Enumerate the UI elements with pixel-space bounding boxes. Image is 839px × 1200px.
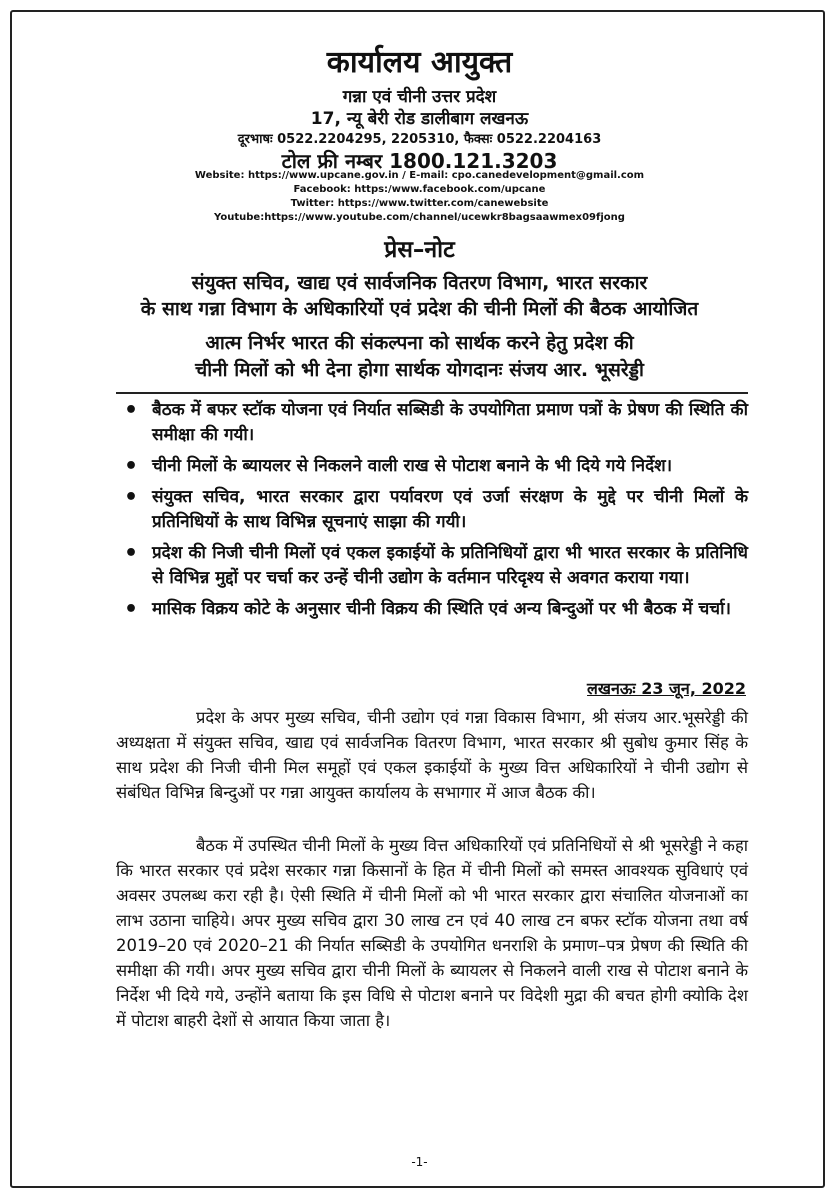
- bullet-item: • बैठक में बफर स्टॉक योजना एवं निर्यात सब्सिडी के उपयोगिता प्रमाण पत्रों के प्रेषण की स्थिति की समीक्षा की गयी।: [120, 398, 748, 448]
- tollfree-number: टोल फ्री नम्बर 1800.121.3203: [281, 149, 558, 173]
- body-paragraph-1: प्रदेश के अपर मुख्य सचिव, चीनी उद्योग एवं गन्ना विकास विभाग, श्री संजय आर.भूसरेड्डी की अध्यक्षता में संयुक्त सचिव, खाद्य एवं सार्वजनिक वितरण विभाग, भारत सरकार श्री सुबोध कुमार सिंह के साथ प्रदेश की निजी चीनी मिल समूहों एवं एकल इकाईयों के मुख्य वित्त अधिकारियों ने चीनी उद्योग से संबंधित विभिन्न बिन्दुओं पर गन्ना आयुक्त कार्यालय के सभागार में आज बैठक की।: [116, 708, 748, 802]
- divider: [116, 392, 748, 394]
- phone-fax-line: दूरभाषः 0522.2204295, 2205310, फैक्सः 0522.2204163: [237, 132, 602, 147]
- press-note-heading: प्रेस–नोट: [384, 237, 455, 263]
- youtube-line: Youtube:https://www.youtube.com/channel/ucewkr8bagsaawmex09fjong: [214, 212, 625, 223]
- facebook-line: Facebook: https:/www.facebook.com/upcane: [293, 184, 546, 195]
- body-paragraph-2: बैठक में उपस्थित चीनी मिलों के मुख्य वित्त अधिकारियों एवं प्रतिनिधियों से श्री भूसरेड्डी ने कहा कि भारत सरकार एवं प्रदेश सरकार गन्ना किसानों के हित में चीनी मिलों को समस्त आवश्यक सुविधाएं एवं अवसर उपलब्ध करा रही है। ऐसी स्थिति में चीनी मिलों को भी भारत सरकार द्वारा संचालित योजनाओं का लाभ उठाना चाहिये। अपर मुख्य सचिव द्वारा 30 लाख टन एवं 40 लाख टन बफर स्टॉक योजना तथा वर्ष 2019–20 एवं 2020–21 की निर्यात सब्सिडी के उपयोगित धनराशि के प्रमाण–पत्र प्रेषण की स्थिति की समीक्षा की गयी। अपर मुख्य सचिव द्वारा चीनी मिलों के ब्यायलर से निकलने वाली राख से पोटाश बनाने के निर्देश भी दिये गये, उन्होंने बताया कि इस विधि से पोटाश बनाने पर विदेशी मुद्रा की बचत होगी क्योकि देश में पोटाश बाहरी देशों से आयात किया जाता है।: [116, 836, 748, 1030]
- headline-line-3: आत्म निर्भर भारत की संकल्पना को सार्थक करने हेतु प्रदेश की: [205, 332, 634, 354]
- department-name: गन्ना एवं चीनी उत्तर प्रदेश: [342, 87, 497, 107]
- twitter-line: Twitter: https://www.twitter.com/canewebsite: [290, 198, 549, 209]
- dateline: लखनऊः 23 जून, 2022: [587, 679, 746, 698]
- bullet-item: • प्रदेश की निजी चीनी मिलों एवं एकल इकाईयों के प्रतिनिधियों द्वारा भी भारत सरकार के प्रतिनिधि से विभिन्न मुद्दों पर चर्चा कर उन्हें चीनी उद्योग के वर्तमान परिदृश्य से अवगत कराया गया।: [120, 541, 748, 591]
- office-address: 17, न्यू बेरी रोड डालीबाग लखनऊ: [310, 109, 529, 129]
- office-title: कार्यालय आयुक्त: [326, 45, 513, 80]
- bullet-item: • मासिक विक्रय कोटे के अनुसार चीनी विक्रय की स्थिति एवं अन्य बिन्दुओं पर भी बैठक में चर्चा।: [120, 597, 748, 622]
- bullet-item: • चीनी मिलों के ब्यायलर से निकलने वाली राख से पोटाश बनाने के भी दिये गये निर्देश।: [120, 454, 748, 479]
- website-email-line: Website: https://www.upcane.gov.in / E-mail: cpo.canedevelopment@gmail.com: [194, 170, 645, 181]
- bullet-item: • संयुक्त सचिव, भारत सरकार द्वारा पर्यावरण एवं उर्जा संरक्षण के मुद्दे पर चीनी मिलों के प्रतिनिधियों के साथ विभिन्न सूचनाएं साझा की गयी।: [120, 485, 748, 535]
- headline-line-4: चीनी मिलों को भी देना होगा सार्थक योगदानः संजय आर. भूसरेड्डी: [195, 359, 644, 381]
- page-number: -1-: [411, 1155, 428, 1169]
- highlights-list: [120, 398, 748, 628]
- headline-line-1: संयुक्त सचिव, खाद्य एवं सार्वजनिक वितरण विभाग, भारत सरकार: [191, 272, 648, 294]
- headline-line-2: के साथ गन्ना विभाग के अधिकारियों एवं प्रदेश की चीनी मिलों की बैठक आयोजित: [140, 298, 699, 320]
